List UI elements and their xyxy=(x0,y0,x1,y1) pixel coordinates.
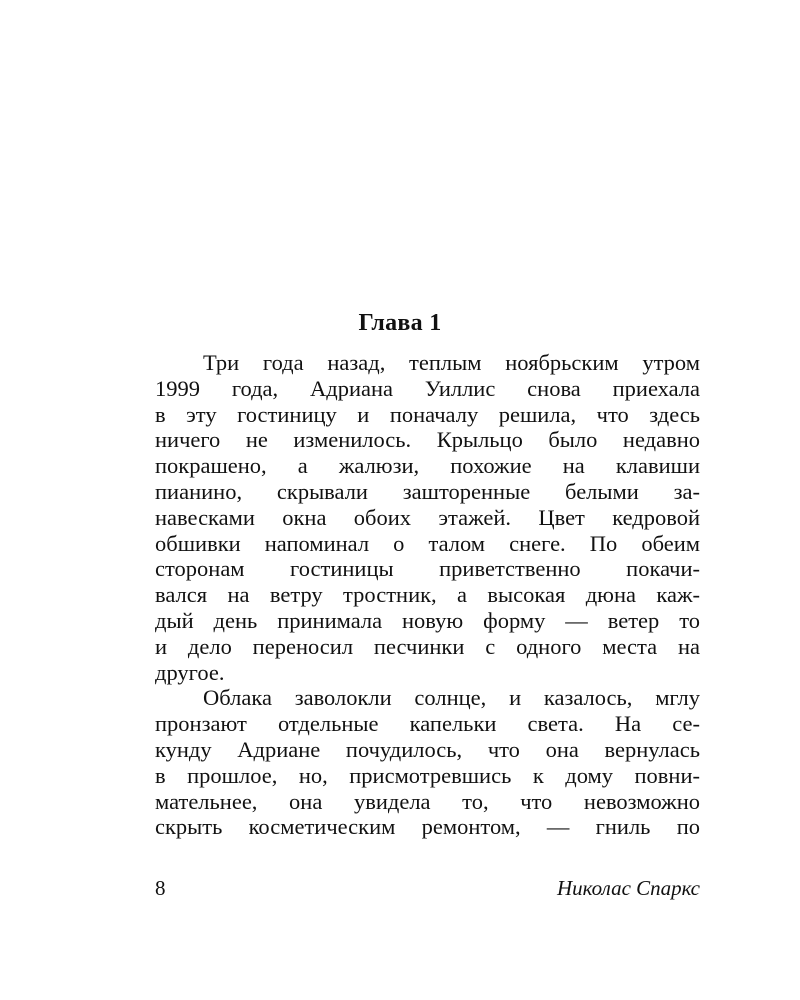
text-line: в прошлое, но, присмотревшись к дому повни- xyxy=(155,762,700,788)
text-line: 1999 года, Адриана Уиллис снова приехала xyxy=(155,375,700,401)
text-line: дый день принимала новую форму — ветер то xyxy=(155,607,700,633)
text-line: в эту гостиницу и поначалу решила, что здесь xyxy=(155,401,700,427)
page-number: 8 xyxy=(155,876,166,900)
text-line: сторонам гостиницы приветственно покачи- xyxy=(155,556,700,582)
text-line: другое. xyxy=(155,659,225,685)
body-text xyxy=(155,350,700,840)
text-line: скрыть косметическим ремонтом, — гниль по xyxy=(155,814,700,840)
text-line: Облака заволокли солнце, и казалось, мглу xyxy=(203,685,700,711)
text-line: Три года назад, теплым ноябрьским утром xyxy=(203,350,700,375)
text-line: обшивки напоминал о талом снеге. По обеим xyxy=(155,530,700,556)
text-line: пронзают отдельные капельки света. На се- xyxy=(155,711,700,737)
text-line: навесками окна обоих этажей. Цвет кедровой xyxy=(155,504,700,530)
text-line: пианино, скрывали зашторенные белыми за- xyxy=(155,478,700,504)
chapter-title: Глава 1 xyxy=(358,310,442,336)
text-line: ничего не изменилось. Крыльцо было недавно xyxy=(155,427,700,453)
page-footer xyxy=(155,875,700,901)
text-line: покрашено, а жалюзи, похожие на клавиши xyxy=(155,453,700,479)
running-author: Николас Спаркс xyxy=(556,876,700,900)
text-line: и дело переносил песчинки с одного места на xyxy=(155,633,700,659)
text-line: кунду Адриане почудилось, что она вернулась xyxy=(155,736,700,762)
text-line: мательнее, она увидела то, что невозможно xyxy=(155,788,700,814)
text-line: вался на ветру тростник, а высокая дюна каж- xyxy=(155,582,700,608)
